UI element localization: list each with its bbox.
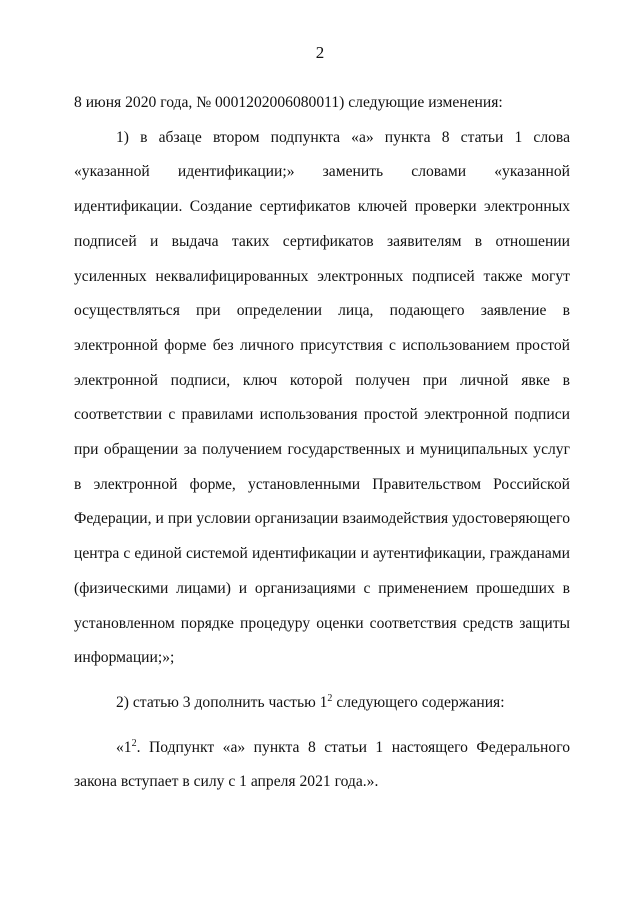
paragraph-item-1: 1) в абзаце втором подпункта «а» пункта 8 статьи 1 слова «указанной идентификации;» заменить словами «указанной идентификации. Создание сертификатов ключей проверки электронных подписей и выдача таких сертификатов заявителям в отношении усиленных неквалифицированных электронных подписей также могут осуществляться при определении лица, подающего заявление в электронной форме без личного присутствия с использованием простой электронной подписи, ключ которой получен при личной явке в соответствии с правилами использования простой электронной подписи при обращении за получением государственных и муниципальных услуг в электронной форме, установленными Правительством Российской Федерации, и при условии организации взаимодействия удостоверяющего центра с единой системой идентификации и аутентификации, гражданами (физическими лицами) и организациями с применением прошедших в установленном порядке процедуру оценки соответствия средств защиты информации;»; <box>74 128 570 667</box>
paragraph-item-2 <box>74 686 570 721</box>
paragraph-quote-text: «1 <box>116 738 132 756</box>
page-number: 2 <box>315 43 325 62</box>
paragraph-quote <box>74 731 570 800</box>
superscript: 2 <box>131 737 137 749</box>
paragraph-item-2-text: 2) статью 3 дополнить частью 1 <box>116 693 328 711</box>
paragraph-item-2-tail: следующего содержания: <box>332 693 505 711</box>
document-body <box>74 86 570 800</box>
paragraph-intro: 8 июня 2020 года, № 0001202006080011) следующие изменения: <box>74 94 503 111</box>
superscript: 2 <box>327 692 333 704</box>
paragraph-quote-tail: . Подпункт «а» пункта 8 статьи 1 настоящего Федерального закона вступает в силу с 1 апреля 2021 года.». <box>74 738 570 791</box>
